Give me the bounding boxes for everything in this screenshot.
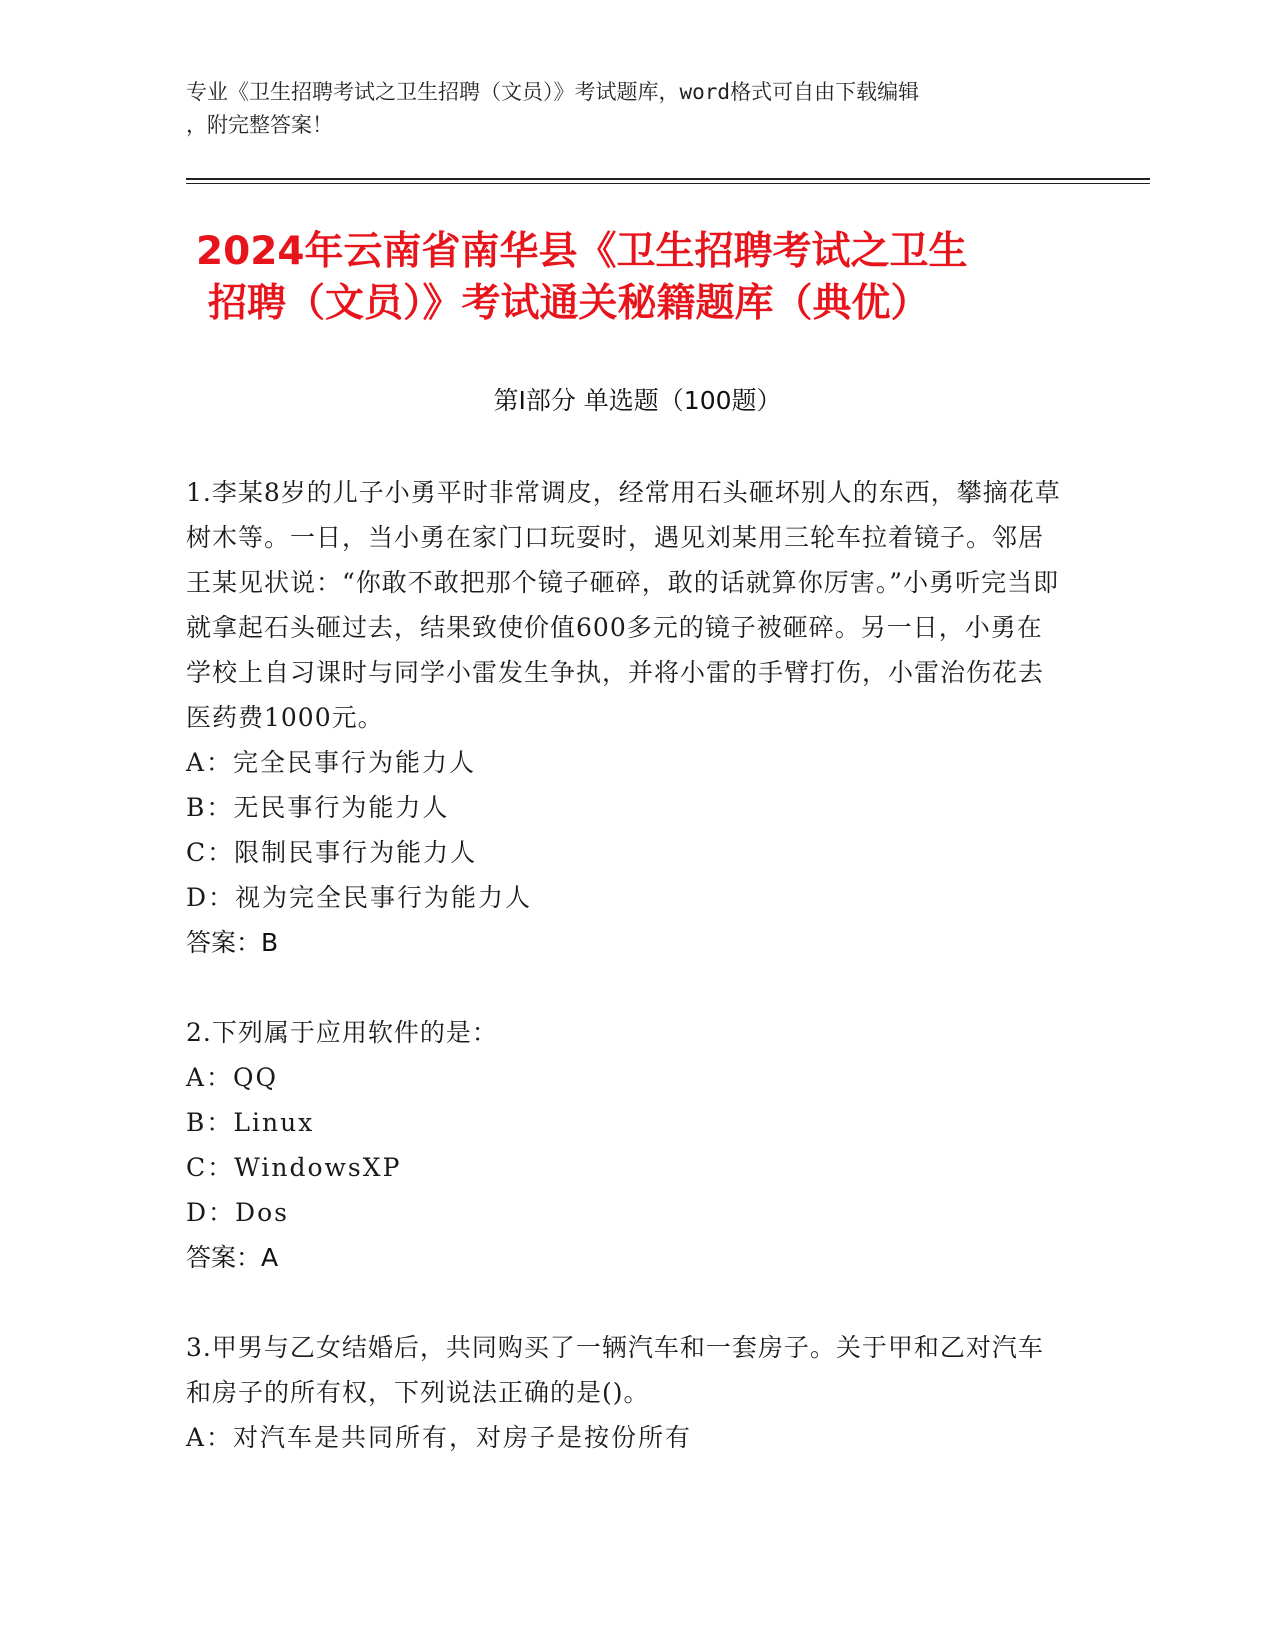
option-a: A：完全民事行为能力人 bbox=[186, 748, 477, 777]
answer: 答案：A bbox=[186, 1243, 279, 1272]
option-b: B：无民事行为能力人 bbox=[186, 793, 450, 822]
section-title: 第Ⅰ部分 单选题（100题） bbox=[493, 386, 782, 415]
option-b: B：Linux bbox=[186, 1108, 315, 1137]
answer: 答案：B bbox=[186, 928, 279, 957]
question-stem: 1.李某8岁的儿子小勇平时非常调皮，经常用石头砸坏别人的东西，攀摘花草树木等。一日，当小勇在家门口玩耍时，遇见刘某用三轮车拉着镜子。邻居王某见状说：“你敢不敢把那个镜子砸碎，敢的话就算你厉害。”小勇听完当即就拿起石头砸过去，结果致使价值600多元的镜子被砸碎。另一日，小勇在学校上自习课时与同学小雷发生争执，并将小雷的手臂打伤，小雷治伤花去医药费1000元。 bbox=[186, 478, 1061, 732]
question-3 bbox=[186, 1325, 1066, 1460]
document-title bbox=[190, 226, 1096, 330]
question-1 bbox=[186, 470, 1066, 965]
option-a: A：QQ bbox=[186, 1063, 279, 1092]
header-note-line2: ，附完整答案！ bbox=[186, 113, 333, 137]
header-divider-thin bbox=[186, 183, 1150, 184]
question-stem: 2.下列属于应用软件的是： bbox=[186, 1018, 498, 1047]
option-c: C：WindowsXP bbox=[186, 1153, 402, 1182]
question-stem: 3.甲男与乙女结婚后，共同购买了一辆汽车和一套房子。关于甲和乙对汽车和房子的所有权，下列说法正确的是()。 bbox=[186, 1333, 1044, 1407]
header-note bbox=[186, 76, 1066, 142]
question-list bbox=[186, 470, 1066, 1505]
question-2 bbox=[186, 1010, 1066, 1280]
option-c: C：限制民事行为能力人 bbox=[186, 838, 478, 867]
option-d: D：Dos bbox=[186, 1198, 289, 1227]
document-title-line2: 招聘（文员）》考试通关秘籍题库（典优） bbox=[208, 281, 930, 326]
header-divider-thick bbox=[186, 178, 1150, 180]
option-d: D：视为完全民事行为能力人 bbox=[186, 883, 533, 912]
option-a: A：对汽车是共同所有，对房子是按份所有 bbox=[186, 1423, 693, 1452]
header-note-line1: 专业《卫生招聘考试之卫生招聘（文员）》考试题库，word格式可自由下载编辑 bbox=[186, 80, 920, 104]
document-title-line1: 2024年云南省南华县《卫生招聘考试之卫生 bbox=[196, 229, 968, 274]
